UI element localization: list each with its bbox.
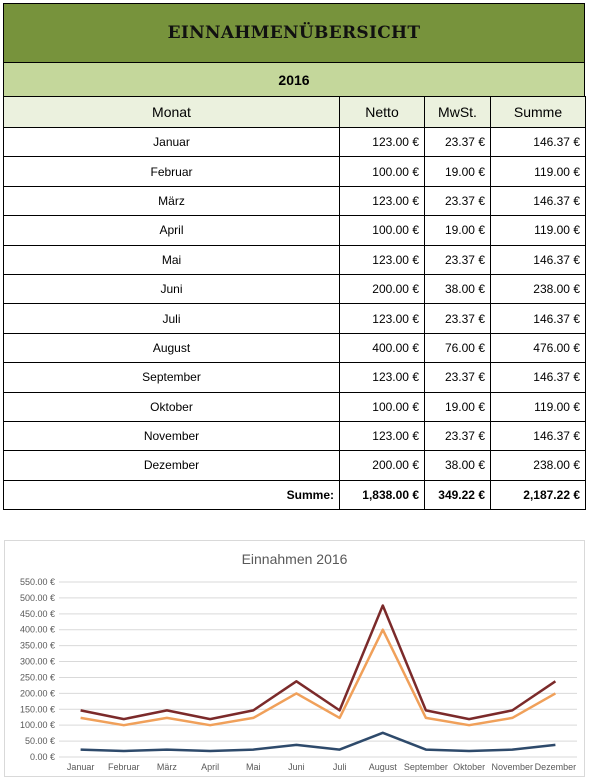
cell-netto[interactable]: 400.00 € xyxy=(340,333,425,362)
spreadsheet xyxy=(3,3,585,510)
cell-monat[interactable]: Februar xyxy=(4,157,340,186)
table-row xyxy=(4,304,586,333)
series-line-mwst[interactable] xyxy=(81,733,556,751)
cell-monat[interactable]: Oktober xyxy=(4,392,340,421)
table-row xyxy=(4,157,586,186)
cell-netto[interactable]: 123.00 € xyxy=(340,245,425,274)
table-body xyxy=(4,128,586,481)
cell-netto[interactable]: 100.00 € xyxy=(340,216,425,245)
cell-monat[interactable]: April xyxy=(4,216,340,245)
chart-y-axis xyxy=(20,577,55,762)
y-tick-label: 100.00 € xyxy=(19,720,55,731)
header-mwst: MwSt. xyxy=(425,97,491,128)
table-row xyxy=(4,451,586,480)
cell-summe[interactable]: 146.37 € xyxy=(491,421,586,450)
x-tick-label: November xyxy=(491,762,534,772)
chart-container[interactable] xyxy=(4,540,585,777)
cell-monat[interactable]: Januar xyxy=(4,128,340,157)
cell-summe[interactable]: 119.00 € xyxy=(491,392,586,421)
cell-summe[interactable]: 476.00 € xyxy=(491,333,586,362)
table-row xyxy=(4,421,586,450)
chart-x-axis xyxy=(67,762,576,772)
cell-mwst[interactable]: 23.37 € xyxy=(425,128,491,157)
y-tick-label: 400.00 € xyxy=(19,624,55,635)
total-netto[interactable]: 1,838.00 € xyxy=(340,480,425,509)
cell-mwst[interactable]: 23.37 € xyxy=(425,245,491,274)
cell-netto[interactable]: 123.00 € xyxy=(340,304,425,333)
cell-mwst[interactable]: 38.00 € xyxy=(425,451,491,480)
y-tick-label: 350.00 € xyxy=(19,640,55,651)
total-row xyxy=(4,480,586,509)
y-tick-label: 550.00 € xyxy=(19,577,55,587)
cell-mwst[interactable]: 38.00 € xyxy=(425,274,491,303)
cell-netto[interactable]: 200.00 € xyxy=(340,451,425,480)
cell-monat[interactable]: März xyxy=(4,186,340,215)
income-table xyxy=(3,96,586,510)
table-row xyxy=(4,216,586,245)
cell-summe[interactable]: 238.00 € xyxy=(491,451,586,480)
cell-summe[interactable]: 146.37 € xyxy=(491,186,586,215)
table-row xyxy=(4,274,586,303)
y-tick-label: 500.00 € xyxy=(19,592,55,603)
cell-netto[interactable]: 200.00 € xyxy=(340,274,425,303)
cell-summe[interactable]: 146.37 € xyxy=(491,304,586,333)
cell-summe[interactable]: 238.00 € xyxy=(491,274,586,303)
x-tick-label: Mai xyxy=(245,762,261,772)
x-tick-label: März xyxy=(156,762,177,772)
cell-monat[interactable]: Juli xyxy=(4,304,340,333)
sheet-title: EINNAHMENÜBERSICHT xyxy=(3,3,585,63)
cell-summe[interactable]: 146.37 € xyxy=(491,245,586,274)
cell-mwst[interactable]: 19.00 € xyxy=(425,157,491,186)
x-tick-label: Oktober xyxy=(453,762,486,772)
y-tick-label: 200.00 € xyxy=(19,688,55,699)
chart-gridlines xyxy=(59,582,577,757)
y-tick-label: 300.00 € xyxy=(19,656,55,667)
x-tick-label: Dezember xyxy=(534,762,577,772)
cell-netto[interactable]: 123.00 € xyxy=(340,421,425,450)
x-tick-label: September xyxy=(403,762,448,772)
table-row xyxy=(4,186,586,215)
cell-monat[interactable]: Juni xyxy=(4,274,340,303)
header-monat: Monat xyxy=(4,97,340,128)
cell-monat[interactable]: November xyxy=(4,421,340,450)
cell-summe[interactable]: 119.00 € xyxy=(491,216,586,245)
cell-monat[interactable]: September xyxy=(4,363,340,392)
cell-netto[interactable]: 123.00 € xyxy=(340,363,425,392)
cell-mwst[interactable]: 23.37 € xyxy=(425,186,491,215)
chart-title: Einnahmen 2016 xyxy=(241,551,348,567)
x-tick-label: August xyxy=(368,762,397,772)
cell-monat[interactable]: Dezember xyxy=(4,451,340,480)
x-tick-label: Januar xyxy=(66,762,95,772)
cell-mwst[interactable]: 23.37 € xyxy=(425,304,491,333)
year-label: 2016 xyxy=(3,63,585,96)
table-header-row xyxy=(4,97,586,128)
cell-netto[interactable]: 123.00 € xyxy=(340,128,425,157)
cell-mwst[interactable]: 19.00 € xyxy=(425,392,491,421)
cell-summe[interactable]: 146.37 € xyxy=(491,363,586,392)
x-tick-label: Juni xyxy=(288,762,305,772)
table-row xyxy=(4,245,586,274)
chart-series xyxy=(81,606,556,752)
cell-mwst[interactable]: 19.00 € xyxy=(425,216,491,245)
series-line-summe[interactable] xyxy=(81,606,556,720)
total-label[interactable]: Summe: xyxy=(4,480,340,509)
cell-mwst[interactable]: 23.37 € xyxy=(425,421,491,450)
table-row xyxy=(4,392,586,421)
y-tick-label: 50.00 € xyxy=(24,736,55,747)
y-tick-label: 250.00 € xyxy=(19,672,55,683)
total-mwst[interactable]: 349.22 € xyxy=(425,480,491,509)
y-tick-label: 0.00 € xyxy=(29,752,55,762)
cell-mwst[interactable]: 23.37 € xyxy=(425,363,491,392)
header-summe: Summe xyxy=(491,97,586,128)
cell-summe[interactable]: 146.37 € xyxy=(491,128,586,157)
cell-netto[interactable]: 100.00 € xyxy=(340,392,425,421)
cell-summe[interactable]: 119.00 € xyxy=(491,157,586,186)
total-summe[interactable]: 2,187.22 € xyxy=(491,480,586,509)
table-row xyxy=(4,363,586,392)
header-netto: Netto xyxy=(340,97,425,128)
cell-mwst[interactable]: 76.00 € xyxy=(425,333,491,362)
y-tick-label: 450.00 € xyxy=(19,608,55,619)
table-row xyxy=(4,333,586,362)
cell-monat[interactable]: Mai xyxy=(4,245,340,274)
y-tick-label: 150.00 € xyxy=(19,704,55,715)
x-tick-label: April xyxy=(201,762,220,772)
income-line-chart xyxy=(5,541,584,776)
table-row xyxy=(4,128,586,157)
x-tick-label: Februar xyxy=(107,762,140,772)
cell-netto[interactable]: 123.00 € xyxy=(340,186,425,215)
x-tick-label: Juli xyxy=(332,762,347,772)
cell-monat[interactable]: August xyxy=(4,333,340,362)
cell-netto[interactable]: 100.00 € xyxy=(340,157,425,186)
